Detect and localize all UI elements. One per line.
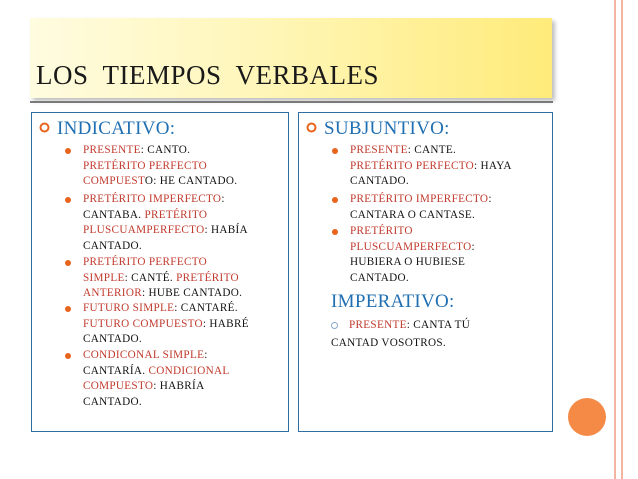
- imperativo-item-presente: [349, 318, 470, 334]
- bullet-dot-icon: [332, 148, 338, 154]
- bullet-ring-icon: [331, 322, 338, 329]
- tense-label: PRETÉRITO PERFECTO: [83, 256, 208, 268]
- tense-label: PRETÉRITO: [144, 208, 208, 221]
- tense-label: CONDICONAL SIMPLE: [83, 349, 205, 361]
- tense-label: SIMPLE: [83, 271, 125, 284]
- tense-label: PRETÉRITO IMPERFECTO: [83, 193, 222, 205]
- imperativo-line2: CANTAD VOSOTROS.: [331, 337, 446, 349]
- tense-example: CANTABA.: [83, 208, 145, 221]
- indicativo-item-imperfecto: [83, 192, 248, 254]
- bullet-dot-icon: [65, 260, 71, 266]
- bullet-dot-icon: [65, 148, 71, 154]
- indicativo-item-condicional: [83, 348, 229, 410]
- tense-example: HUBIERA O HUBIESE: [350, 256, 466, 269]
- tense-example: CANTADO.: [350, 175, 409, 188]
- tense-example: CANTADO.: [83, 395, 142, 408]
- tense-example: : CANTE.: [407, 144, 457, 156]
- subjuntivo-item-pluscuamperfecto: [350, 224, 475, 286]
- tense-example: : HABÍA: [204, 224, 248, 237]
- tense-example: : HABRÍA: [153, 380, 205, 393]
- tense-example: :: [471, 240, 475, 253]
- subjuntivo-item-presente: [350, 143, 512, 190]
- tense-example: : HABRÉ: [202, 317, 249, 330]
- tense-example: CANTARA O CANTASE.: [350, 208, 476, 221]
- tense-example: CANTARÍA.: [83, 364, 149, 377]
- orange-circle-decor: [568, 398, 606, 436]
- bullet-dot-icon: [332, 229, 338, 235]
- tense-label: CONDICIONAL: [148, 364, 230, 377]
- tense-label: PLUSCUAMPERFECTO: [83, 224, 205, 237]
- indicativo-heading: INDICATIVO:: [57, 118, 176, 139]
- tense-label: COMPUEST: [83, 175, 145, 188]
- tense-example: :: [221, 193, 225, 205]
- tense-example: CANTADO.: [350, 271, 409, 284]
- tense-label: PRESENTE: [349, 319, 407, 331]
- bullet-dot-icon: [65, 306, 71, 312]
- tense-label: PRESENTE: [83, 144, 141, 156]
- imperativo-heading: IMPERATIVO:: [331, 291, 455, 312]
- bullet-dot-icon: [65, 197, 71, 203]
- tense-example: CANTADO.: [83, 239, 142, 252]
- tense-example: : CANTA TÚ: [406, 319, 471, 331]
- tense-label: PRETÉRITO PERFECTO: [350, 159, 475, 172]
- indicativo-item-perfecto-simple: [83, 255, 242, 302]
- indicativo-item-presente: [83, 143, 237, 190]
- tense-example: :: [488, 193, 492, 205]
- tense-label: PRETÉRITO: [350, 225, 413, 237]
- tense-label: FUTURO COMPUESTO: [83, 317, 203, 330]
- tense-label: PRESENTE: [350, 144, 408, 156]
- indicativo-item-futuro: [83, 301, 249, 348]
- heading-bullet-icon: [39, 122, 50, 133]
- tense-example: : CANTARÉ.: [174, 302, 238, 314]
- tense-example: : CANTO.: [140, 144, 191, 156]
- tense-label: PRETÉRITO PERFECTO: [83, 159, 208, 172]
- tense-label: ANTERIOR: [83, 287, 142, 300]
- slide-title: LOS TIEMPOS VERBALES: [36, 60, 380, 90]
- tense-example: : HUBE CANTADO.: [141, 287, 243, 300]
- heading-bullet-icon: [306, 122, 317, 133]
- subjuntivo-heading: SUBJUNTIVO:: [324, 118, 450, 139]
- tense-example: : CANTÉ.: [124, 271, 177, 284]
- decor-line-1: [614, 0, 616, 479]
- tense-example: :: [204, 349, 208, 361]
- decor-line-2: [621, 0, 623, 479]
- tense-label: COMPUESTO: [83, 380, 154, 393]
- title-rule: [30, 101, 553, 103]
- tense-example: CANTADO.: [83, 333, 142, 346]
- subjuntivo-item-imperfecto: [350, 192, 492, 223]
- tense-label: FUTURO SIMPLE: [83, 302, 175, 314]
- tense-example: O: HE CANTADO.: [144, 175, 238, 188]
- tense-label: PRETÉRITO IMPERFECTO: [350, 193, 489, 205]
- tense-example: : HAYA: [474, 159, 512, 172]
- bullet-dot-icon: [65, 353, 71, 359]
- tense-label: PRETÉRITO: [176, 271, 239, 284]
- tense-label: PLUSCUAMPERFECTO: [350, 240, 472, 253]
- bullet-dot-icon: [332, 197, 338, 203]
